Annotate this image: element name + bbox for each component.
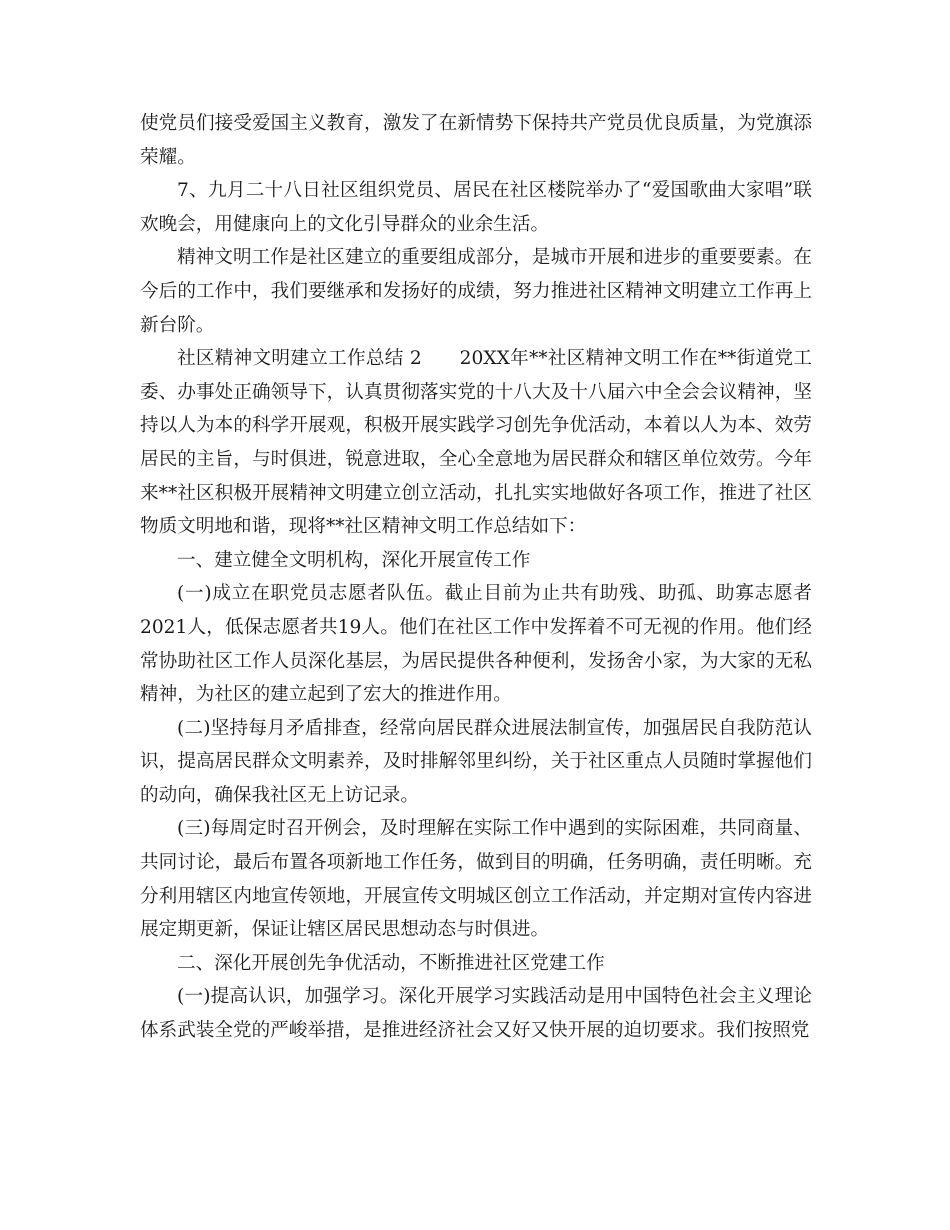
paragraph-9: 二、深化开展创先争优活动，不断推进社区党建工作 (177, 952, 605, 974)
paragraph-1: 使党员们接受爱国主义教育，激发了在新情势下保持共产党员优良质量，为党旗添荣耀。 (140, 113, 812, 168)
paragraph-2: 7、九月二十八日社区组织党员、居民在社区楼院举办了“爱国歌曲大家唱”联欢晚会，用健康向上的文化引导群众的业余生活。 (140, 180, 812, 235)
paragraph-3: 精神文明工作是社区建立的重要组成部分，是城市开展和进步的重要要素。在今后的工作中，我们要继承和发扬好的成绩，努力推进社区精神文明建立工作再上新台阶。 (140, 247, 812, 336)
paragraph-10: (一)提高认识，加强学习。深化开展学习实践活动是用中国特色社会主义理论体系武装全党的严峻举措，是推进经济社会又好又快开展的迫切要求。我们按照党 (140, 986, 812, 1042)
paragraph-6: (一)成立在职党员志愿者队伍。截止目前为止共有助残、助孤、助寡志愿者 2021人，低保志愿者共19人。他们在社区工作中发挥着不可无视的作用。他们经常协助社区工作人员深化基层，为居民提供各种便利，发扬舍小家，为大家的无私精神，为社区的建立起到了宏大的推进作用。 (140, 583, 812, 706)
paragraph-4-text: 20XX年**社区精神文明工作在**街道党工委、办事处正确领导下，认真贯彻落实党的十八大及十八届六中全会会议精神，坚持以人为本的科学开展观，积极开展实践学习创先争优活动，本着以人为本、效劳居民的主旨，与时俱进，锐意进取，全心全意地为居民群众和辖区单位效劳。今年来**社区积极开展精神文明建立创立活动，扎扎实实地做好各项工作，推进了社区物质文明地和谐，现将**社区精神文明工作总结如下： (140, 348, 812, 538)
document-body (140, 107, 812, 1048)
paragraph-7: (二)坚持每月矛盾排查，经常向居民群众进展法制宣传，加强居民自我防范认识，提高居民群众文明素养，及时排解邻里纠纷，关于社区重点人员随时掌握他们的动向，确保我社区无上访记录。 (140, 717, 812, 806)
paragraph-5: 一、建立健全文明机构，深化开展宣传工作 (177, 549, 531, 571)
paragraph-4 (140, 342, 812, 544)
paragraph-8: (三)每周定时召开例会，及时理解在实际工作中遇到的实际困难，共同商量、共同讨论，最后布置各项新地工作任务，做到目的明确，任务明确，责任明晰。充分利用辖区内地宣传领地，开展宣传文明城区创立工作活动，并定期对宣传内容进展定期更新，保证让辖区居民思想动态与时俱进。 (140, 818, 812, 941)
section-heading: 社区精神文明建立工作总结 2 (177, 348, 422, 370)
